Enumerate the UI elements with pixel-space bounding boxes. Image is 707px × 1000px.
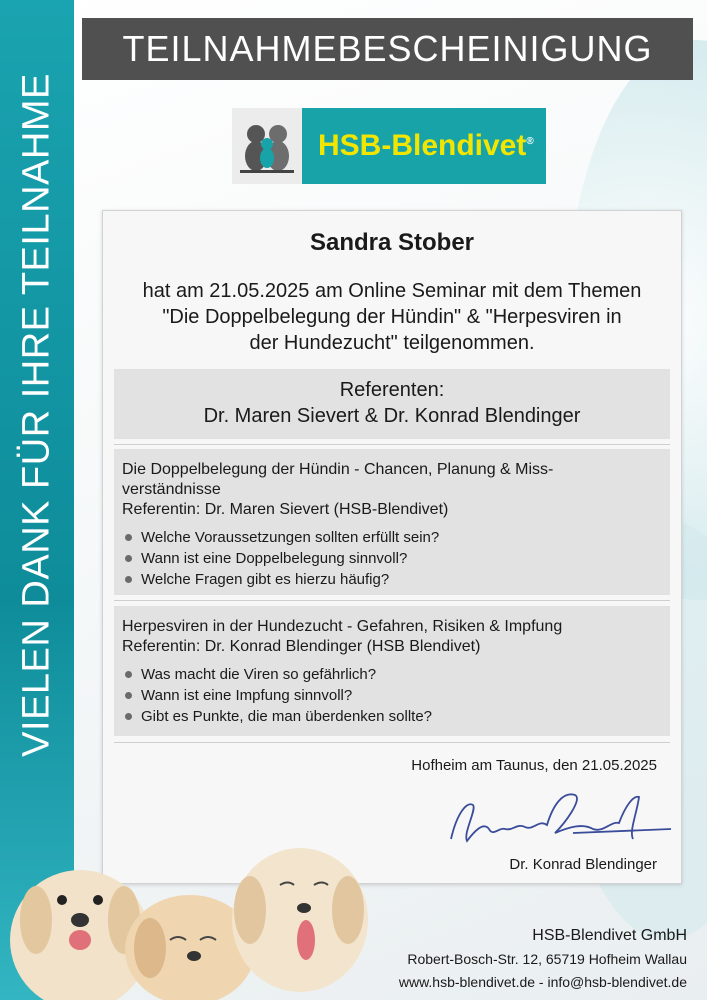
divider — [114, 444, 670, 445]
list-item: Gibt es Punkte, die man überdenken sollte? — [122, 706, 660, 727]
company-name: HSB-Blendivet GmbH — [532, 927, 687, 944]
pets-logo-icon — [232, 108, 302, 184]
divider — [114, 600, 670, 601]
signer-name: Dr. Konrad Blendinger — [509, 856, 657, 873]
intro-text: hat am 21.05.2025 am Online Seminar mit dem Themen "Die Doppelbelegung der Hündin" & "Herpesviren in der Hundezucht" teilgenommen. — [142, 280, 642, 354]
list-item: Wann ist eine Doppelbelegung sinnvoll? — [122, 548, 660, 569]
topic-title: Herpesviren in der Hundezucht - Gefahren, Risiken & Impfung — [122, 618, 563, 635]
topic-box-1 — [114, 449, 670, 595]
topic-box-2 — [114, 606, 670, 736]
list-item: Was macht die Viren so gefährlich? — [122, 664, 660, 685]
place-date: Hofheim am Taunus, den 21.05.2025 — [411, 757, 657, 774]
topic-title: verständnisse — [122, 481, 221, 498]
logo-wordmark: HSB-Blendivet® — [318, 129, 534, 162]
list-item: Wann ist eine Impfung sinnvoll? — [122, 685, 660, 706]
participant-name: Sandra Stober — [309, 229, 475, 256]
list-item: Welche Fragen gibt es hierzu häufig? — [122, 569, 660, 590]
signature-icon — [443, 783, 673, 855]
company-address: Robert-Bosch-Str. 12, 65719 Hofheim Wallau — [407, 951, 687, 967]
referents-names: Dr. Maren Sievert & Dr. Konrad Blendinger — [203, 405, 581, 427]
certificate-title: TEILNAHMEBESCHEINIGUNG — [82, 18, 693, 80]
puppies-image — [0, 780, 380, 1000]
topic-speaker: Referentin: Dr. Maren Sievert (HSB-Blendivet) — [122, 501, 449, 518]
company-info — [399, 924, 687, 994]
company-logo — [232, 108, 546, 184]
topic-speaker: Referentin: Dr. Konrad Blendinger (HSB Blendivet) — [122, 638, 481, 655]
list-item: Welche Voraussetzungen sollten erfüllt sein? — [122, 527, 660, 548]
referents-box — [114, 369, 670, 439]
topic-title: Die Doppelbelegung der Hündin - Chancen, Planung & Miss- — [122, 461, 554, 478]
divider — [114, 742, 670, 743]
thank-you-text: VIELEN DANK FÜR IHRE TEILNAHME — [15, 73, 58, 757]
referents-heading: Referenten: — [339, 379, 445, 401]
company-contact: www.hsb-blendivet.de - info@hsb-blendivet.de — [398, 974, 687, 990]
